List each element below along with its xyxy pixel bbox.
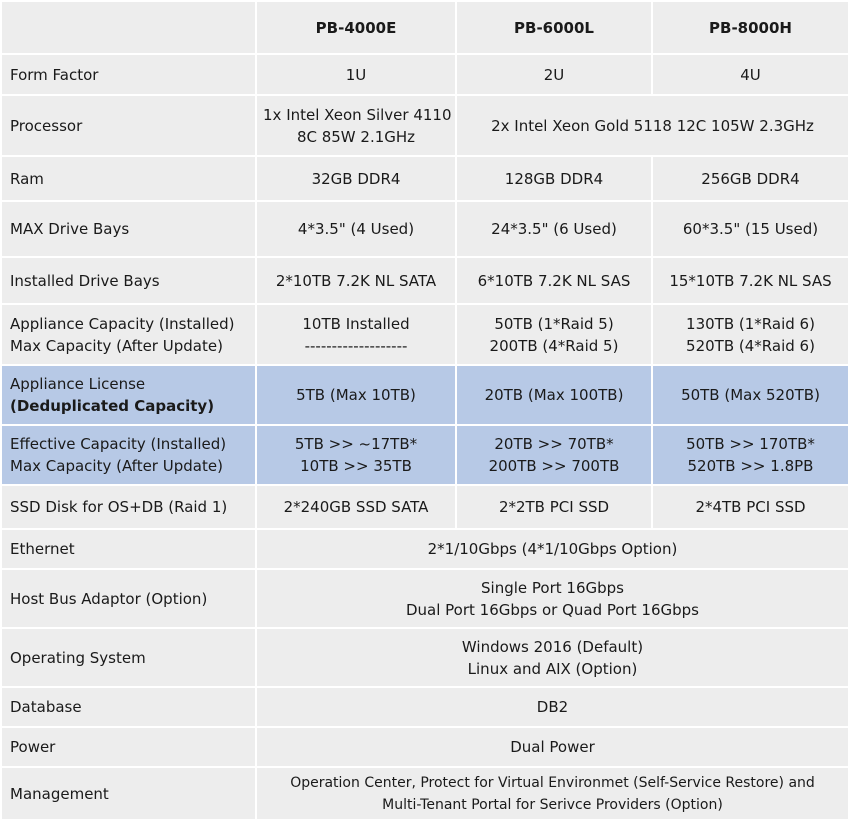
- row-form-factor: [1, 54, 848, 95]
- row-management: [1, 767, 848, 820]
- cell-line: -------------------: [304, 336, 408, 355]
- cell-line: 10TB Installed: [302, 314, 410, 333]
- cell-value: 4U: [652, 54, 848, 95]
- row-ram: [1, 156, 848, 201]
- cell-value: 2*2TB PCI SSD: [456, 485, 652, 529]
- row-host-bus-adaptor: [1, 569, 848, 628]
- row-label-line: Max Capacity (After Update): [10, 336, 223, 355]
- row-label-line: Appliance License: [10, 375, 146, 393]
- cell-value: 60*3.5" (15 Used): [652, 201, 848, 257]
- row-max-drive-bays: [1, 201, 848, 257]
- row-label: [1, 304, 256, 365]
- cell-line: Windows 2016 (Default): [461, 637, 644, 656]
- row-label: Ethernet: [1, 529, 256, 569]
- cell-value: 2*10TB 7.2K NL SATA: [256, 257, 456, 304]
- cell-value-merged: 2x Intel Xeon Gold 5118 12C 105W 2.3GHz: [456, 95, 848, 156]
- model-header-pb-6000l: PB-6000L: [456, 1, 652, 54]
- cell-value-merged: 2*1/10Gbps (4*1/10Gbps Option): [256, 529, 848, 569]
- cell-value: [256, 304, 456, 365]
- model-header-pb-4000e: PB-4000E: [256, 1, 456, 54]
- cell-value-merged: [256, 767, 848, 820]
- cell-line: 8C 85W 2.1GHz: [296, 127, 416, 146]
- cell-value: 32GB DDR4: [256, 156, 456, 201]
- cell-value: 5TB (Max 10TB): [256, 365, 456, 425]
- cell-value: [652, 304, 848, 365]
- cell-value: 20TB (Max 100TB): [456, 365, 652, 425]
- cell-line: Operation Center, Protect for Virtual Environmet (Self-Service Restore) and: [290, 774, 815, 791]
- cell-value: 4*3.5" (4 Used): [256, 201, 456, 257]
- row-label: Database: [1, 687, 256, 727]
- cell-value-merged: [256, 569, 848, 628]
- row-label: MAX Drive Bays: [1, 201, 256, 257]
- cell-value: [456, 304, 652, 365]
- row-label-line: Effective Capacity (Installed): [10, 435, 227, 453]
- cell-value: 24*3.5" (6 Used): [456, 201, 652, 257]
- row-label-line-bold: (Deduplicated Capacity): [10, 397, 215, 415]
- row-label: Host Bus Adaptor (Option): [1, 569, 256, 628]
- header-row: [1, 1, 848, 54]
- row-power: [1, 727, 848, 767]
- cell-value: 2*4TB PCI SSD: [652, 485, 848, 529]
- row-label-line: Appliance Capacity (Installed): [10, 314, 235, 333]
- cell-line: 520TB (4*Raid 6): [686, 336, 815, 355]
- row-label: SSD Disk for OS+DB (Raid 1): [1, 485, 256, 529]
- cell-value: 2U: [456, 54, 652, 95]
- row-ethernet: [1, 529, 848, 569]
- row-label: Processor: [1, 95, 256, 156]
- row-operating-system: [1, 628, 848, 687]
- cell-line: 200TB >> 700TB: [488, 457, 620, 475]
- cell-line: Dual Port 16Gbps or Quad Port 16Gbps: [405, 600, 699, 619]
- cell-value: [456, 425, 652, 485]
- row-label: Power: [1, 727, 256, 767]
- cell-value: 256GB DDR4: [652, 156, 848, 201]
- cell-value: 128GB DDR4: [456, 156, 652, 201]
- cell-line: 1x Intel Xeon Silver 4110: [263, 105, 452, 124]
- cell-line: 50TB (1*Raid 5): [494, 314, 614, 333]
- row-appliance-license: [1, 365, 848, 425]
- row-ssd-disk: [1, 485, 848, 529]
- cell-line: Linux and AIX (Option): [467, 659, 638, 678]
- row-label: Operating System: [1, 628, 256, 687]
- cell-value-merged: [256, 628, 848, 687]
- row-database: [1, 687, 848, 727]
- cell-line: 200TB (4*Raid 5): [489, 336, 619, 355]
- row-appliance-capacity: [1, 304, 848, 365]
- cell-value: 50TB (Max 520TB): [652, 365, 848, 425]
- row-label: Management: [1, 767, 256, 820]
- cell-line: 20TB >> 70TB*: [494, 435, 614, 453]
- row-label: Installed Drive Bays: [1, 257, 256, 304]
- cell-line: 10TB >> 35TB: [300, 457, 412, 475]
- cell-line: 130TB (1*Raid 6): [686, 314, 815, 333]
- cell-line: Multi-Tenant Portal for Serivce Providers (Option): [382, 796, 723, 813]
- cell-value: [256, 425, 456, 485]
- cell-value-merged: Dual Power: [256, 727, 848, 767]
- cell-line: 520TB >> 1.8PB: [687, 457, 814, 475]
- row-label: Form Factor: [1, 54, 256, 95]
- row-processor: [1, 95, 848, 156]
- model-header-pb-8000h: PB-8000H: [652, 1, 848, 54]
- row-label: [1, 365, 256, 425]
- cell-value: [652, 425, 848, 485]
- header-corner-cell: [1, 1, 256, 54]
- row-label: Ram: [1, 156, 256, 201]
- cell-value: 15*10TB 7.2K NL SAS: [652, 257, 848, 304]
- cell-value-merged: DB2: [256, 687, 848, 727]
- row-installed-drive-bays: [1, 257, 848, 304]
- row-label: [1, 425, 256, 485]
- cell-value: 6*10TB 7.2K NL SAS: [456, 257, 652, 304]
- cell-line: 50TB >> 170TB*: [686, 435, 815, 453]
- cell-value: 1U: [256, 54, 456, 95]
- row-effective-capacity: [1, 425, 848, 485]
- cell-value: [256, 95, 456, 156]
- cell-value: 2*240GB SSD SATA: [256, 485, 456, 529]
- row-label-line: Max Capacity (After Update): [10, 457, 223, 475]
- cell-line: Single Port 16Gbps: [481, 578, 624, 597]
- cell-line: 5TB >> ~17TB*: [294, 435, 418, 453]
